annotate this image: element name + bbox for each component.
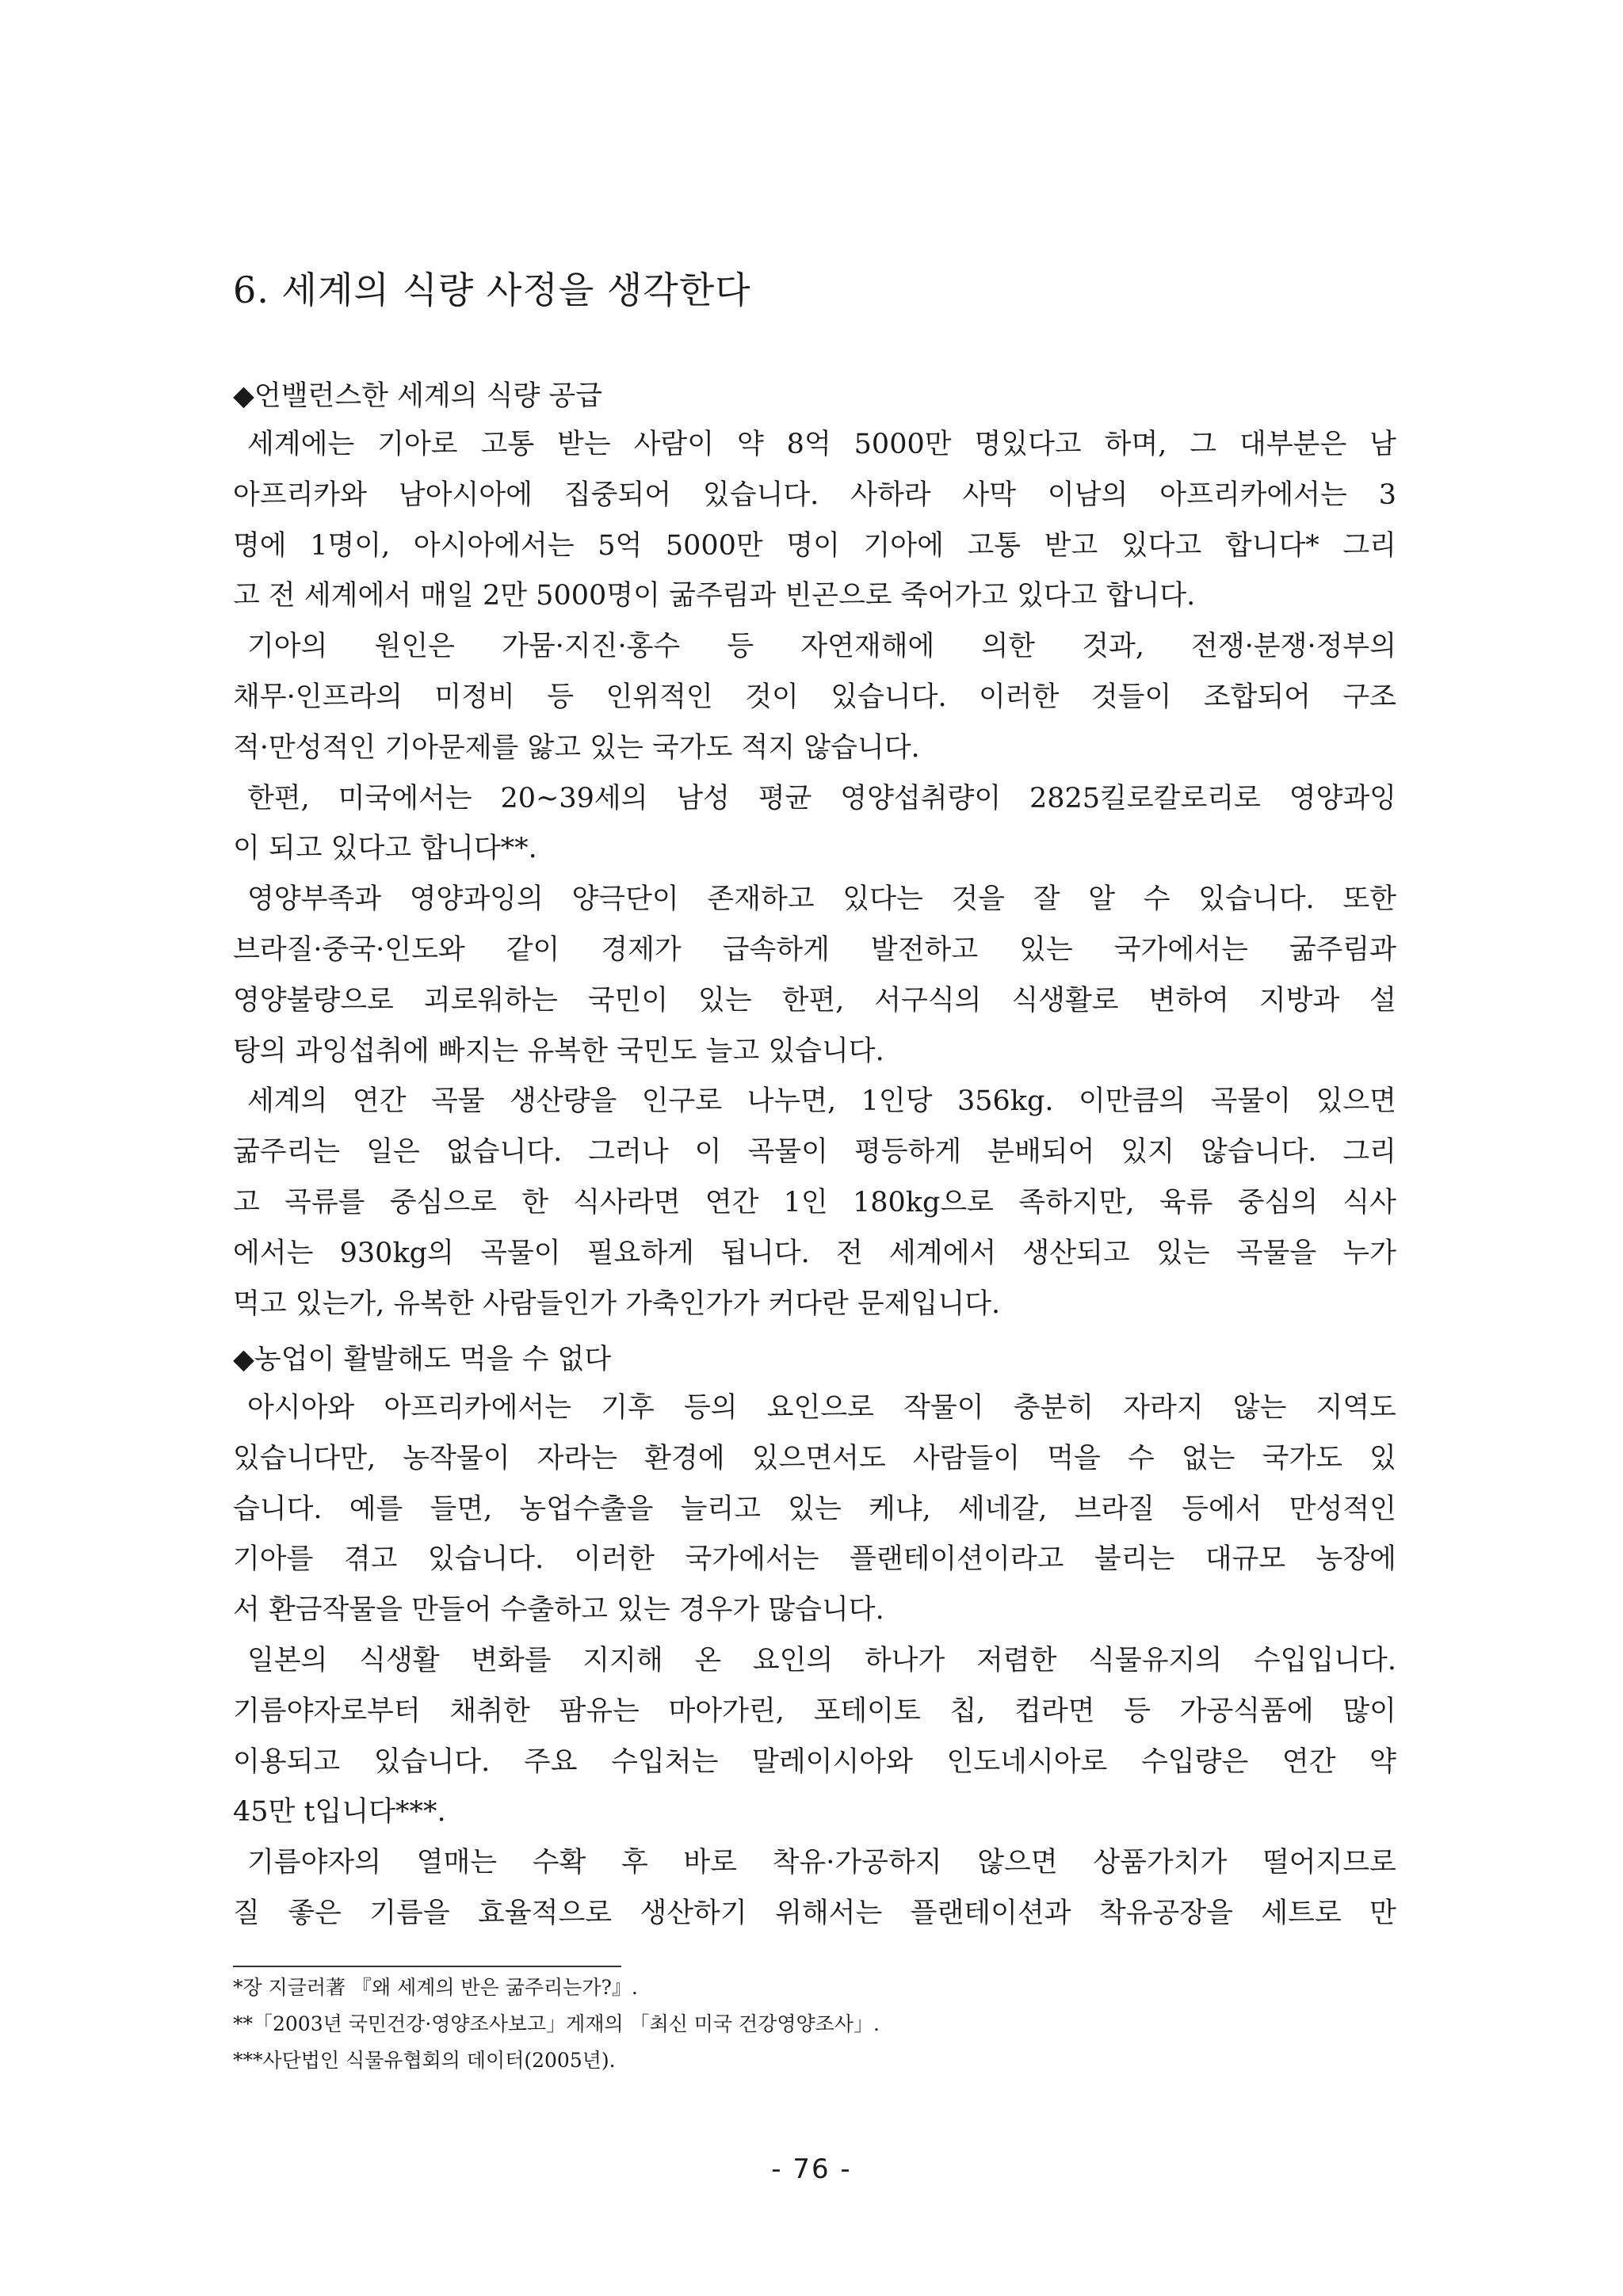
paragraph-line: 기름야자의 열매는 수확 후 바로 착유·가공하지 않으면 상품가치가 떨어지므로 [247, 1847, 1396, 1879]
paragraph-line: 세계에는 기아로 고통 받는 사람이 약 8억 5000만 명있다고 하며, 그 대부분은 남 [247, 429, 1396, 460]
paragraph-line: 탕의 과잉섭취에 빠지는 유복한 국민도 늘고 있습니다. [233, 1035, 884, 1067]
footnote: *장 지글러著 『왜 세계의 반은 굶주리는가?』. [233, 1976, 638, 1999]
paragraph-line: 적·만성적인 기아문제를 앓고 있는 국가도 적지 않습니다. [233, 731, 920, 764]
paragraph-line: 영양부족과 영양과잉의 양극단이 존재하고 있다는 것을 잘 알 수 있습니다. 또한 [247, 883, 1396, 916]
section-heading: ◆언밸런스한 세계의 식량 공급 [233, 380, 603, 412]
paragraph-line: 45만 t입니다***. [233, 1796, 446, 1829]
paragraph-line: 이 되고 있다고 합니다**. [233, 833, 537, 865]
paragraph-line: 아시아와 아프리카에서는 기후 등의 요인으로 작물이 충분히 자라지 않는 지역도 [247, 1392, 1396, 1424]
page-title: 6. 세계의 식량 사정을 생각한다 [233, 269, 751, 311]
paragraph-line: 고 곡류를 중심으로 한 식사라면 연간 1인 180kg으로 족하지만, 육류 중심의 식사 [233, 1186, 1396, 1219]
paragraph-line: 세계의 연간 곡물 생산량을 인구로 나누면, 1인당 356kg. 이만큼의 곡물이 있으면 [247, 1085, 1396, 1118]
paragraph-line: 한편, 미국에서는 20~39세의 남성 평균 영양섭취량이 2825킬로칼로리로 영양과잉 [247, 782, 1396, 814]
footnote: **「2003년 국민건강·영양조사보고」게재의 「최신 미국 건강영양조사」. [233, 2012, 880, 2035]
footnote: ***사단법인 식물유협회의 데이터(2005년). [233, 2049, 616, 2072]
section-heading: ◆농업이 활발해도 먹을 수 없다 [233, 1344, 612, 1375]
paragraph-line: 브라질·중국·인도와 같이 경제가 급속하게 발전하고 있는 국가에서는 굶주림과 [233, 933, 1396, 966]
paragraph-line: 습니다. 예를 들면, 농업수출을 늘리고 있는 케냐, 세네갈, 브라질 등에서 만성적인 [233, 1493, 1396, 1525]
paragraph-line: 질 좋은 기름을 효율적으로 생산하기 위해서는 플랜테이션과 착유공장을 세트로 만 [233, 1897, 1396, 1929]
paragraph-line: 기름야자로부터 채취한 팜유는 마아가린, 포테이토 칩, 컵라면 등 가공식품에 많이 [233, 1695, 1396, 1727]
footnotes [233, 1970, 1396, 2079]
paragraph-line: 에서는 930kg의 곡물이 필요하게 됩니다. 전 세계에서 생산되고 있는 곡물을 누가 [233, 1237, 1396, 1269]
section-imbalanced-food-supply [233, 372, 1396, 1329]
footnote-divider [233, 1966, 621, 1967]
section-farming-but-hungry [233, 1336, 1396, 1939]
paragraph-line: 고 전 세계에서 매일 2만 5000명이 굶주림과 빈곤으로 죽어가고 있다고 합니다. [233, 580, 1196, 612]
paragraph-line: 굶주리는 일은 없습니다. 그러나 이 곡물이 평등하게 분배되어 있지 않습니다. 그리 [233, 1136, 1396, 1169]
paragraph-line: 먹고 있는가, 유복한 사람들인가 가축인가가 커다란 문제입니다. [233, 1287, 1001, 1320]
paragraph-line: 있습니다만, 농작물이 자라는 환경에 있으면서도 사람들이 먹을 수 없는 국가도 있 [233, 1442, 1396, 1474]
paragraph-line: 이용되고 있습니다. 주요 수입처는 말레이시아와 인도네시아로 수입량은 연간 약 [233, 1745, 1396, 1778]
paragraph-line: 채무·인프라의 미정비 등 인위적인 것이 있습니다. 이러한 것들이 조합되어 구조 [233, 681, 1396, 713]
paragraph-line: 기아의 원인은 가뭄·지진·홍수 등 자연재해에 의한 것과, 전쟁·분쟁·정부의 [247, 631, 1396, 663]
paragraph-line: 서 환금작물을 만들어 수출하고 있는 경우가 많습니다. [233, 1594, 884, 1627]
paragraph-line: 아프리카와 남아시아에 집중되어 있습니다. 사하라 사막 이남의 아프리카에서는 3 [233, 479, 1396, 511]
paragraph-line: 명에 1명이, 아시아에서는 5억 5000만 명이 기아에 고통 받고 있다고 합니다* 그리 [233, 529, 1396, 562]
page-number: - 76 - [771, 2153, 852, 2185]
paragraph-line: 영양불량으로 괴로워하는 국민이 있는 한편, 서구식의 식생활로 변하여 지방과 설 [233, 984, 1396, 1016]
paragraph-line: 일본의 식생활 변화를 지지해 온 요인의 하나가 저렴한 식물유지의 수입입니다. [247, 1644, 1396, 1676]
paragraph-line: 기아를 겪고 있습니다. 이러한 국가에서는 플랜테이션이라고 불리는 대규모 농장에 [233, 1543, 1396, 1576]
